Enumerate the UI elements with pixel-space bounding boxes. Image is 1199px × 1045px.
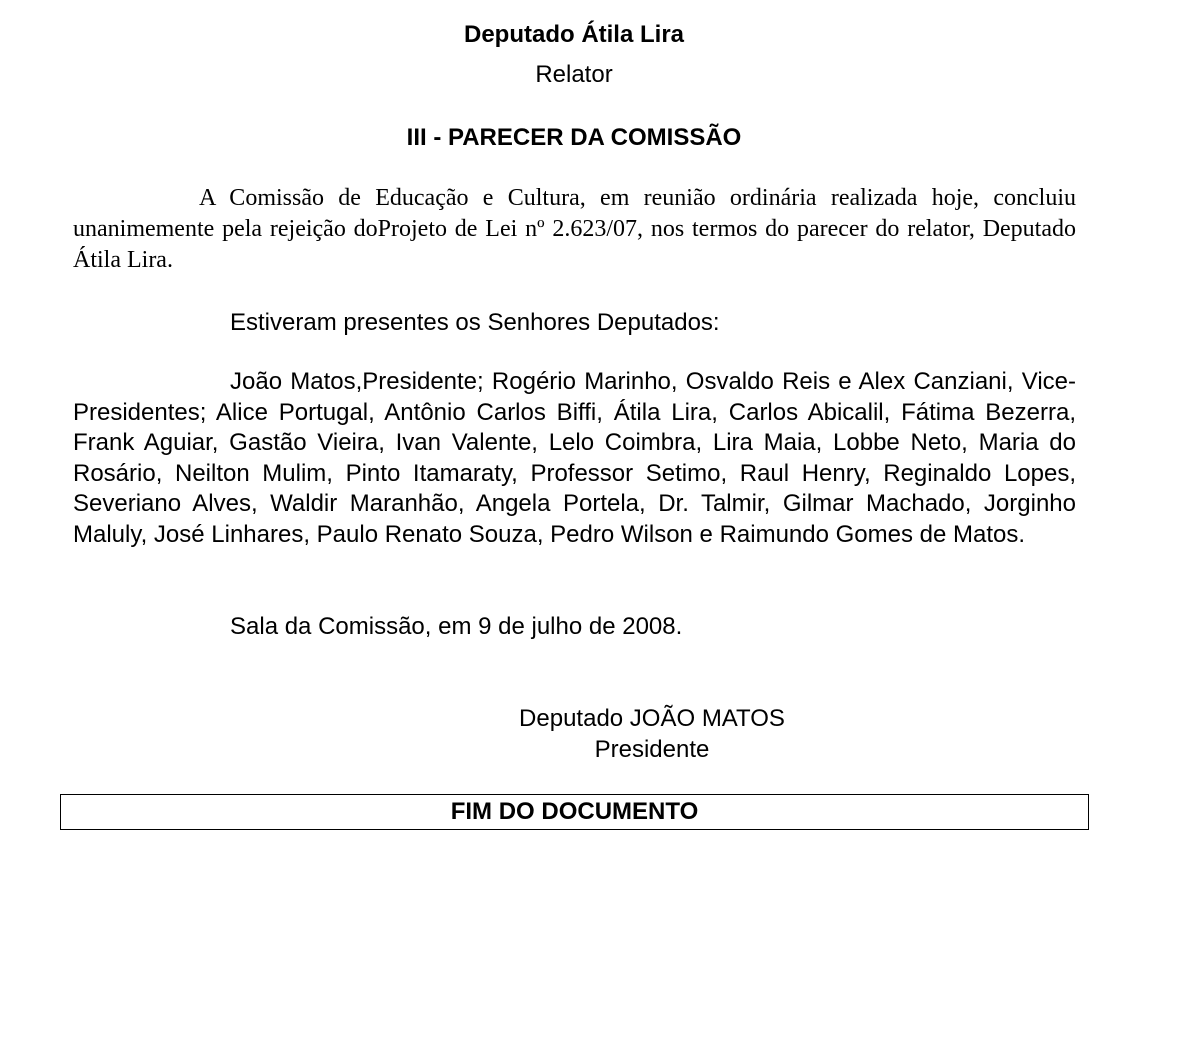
signature-name: Deputado JOÃO MATOS	[519, 705, 785, 732]
attendance-intro: Estiveram presentes os Senhores Deputados:	[230, 309, 720, 336]
relator-name: Deputado Átila Lira	[463, 21, 685, 48]
relator-role: Relator	[535, 61, 613, 88]
signature-role: Presidente	[594, 736, 710, 763]
end-of-document-box: FIM DO DOCUMENTO	[60, 794, 1089, 830]
decision-paragraph: A Comissão de Educação e Cultura, em reunião ordinária realizada hoje, concluiu unanimemente pela rejeição doProjeto de Lei nº 2.623/07, nos termos do parecer do relator, Deputado Átila Lira.	[73, 185, 1076, 273]
attendance-list: João Matos,Presidente; Rogério Marinho, Osvaldo Reis e Alex Canziani, Vice-Presidentes; Alice Portugal, Antônio Carlos Biffi, Átila Lira, Carlos Abicalil, Fátima Bezerra, Frank Aguiar, Gastão Vieira, Ivan Valente, Lelo Coimbra, Lira Maia, Lobbe Neto, Maria do Rosário, Neilton Mulim, Pinto Itamaraty, Professor Setimo, Raul Henry, Reginaldo Lopes, Severiano Alves, Waldir Maranhão, Angela Portela, Dr. Talmir, Gilmar Machado, Jorginho Maluly, José Linhares, Paulo Renato Souza, Pedro Wilson e Raimundo Gomes de Matos.	[73, 368, 1076, 548]
place-date: Sala da Comissão, em 9 de julho de 2008.	[230, 613, 683, 640]
signature-block	[452, 703, 852, 765]
section-title: III - PARECER DA COMISSÃO	[406, 124, 742, 151]
